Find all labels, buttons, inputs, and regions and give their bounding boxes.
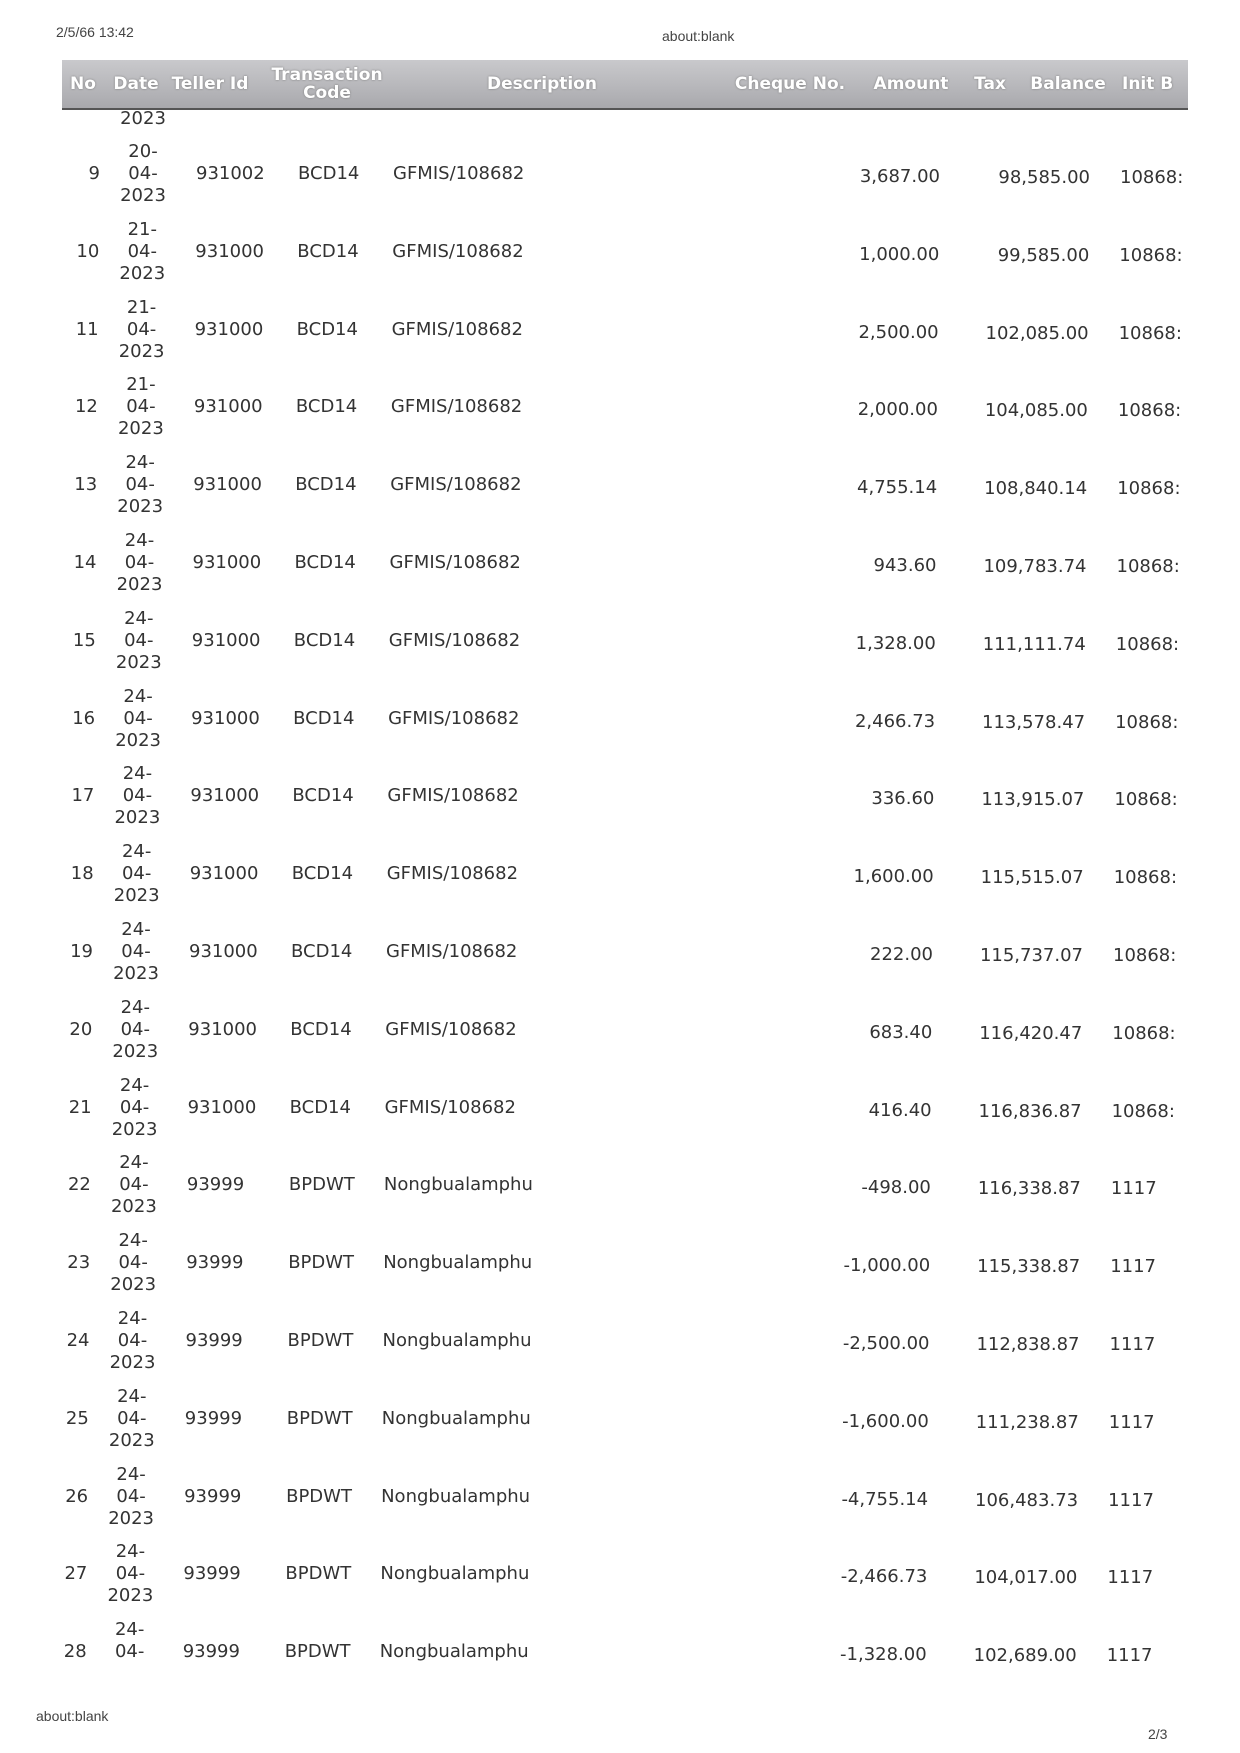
row-date: 24- 04- 2023 <box>113 841 160 907</box>
row-init-balance: 1117 <box>1106 1645 1153 1667</box>
row-balance: 109,783.74 <box>983 556 1087 577</box>
row-teller-id: 931000 <box>188 1018 258 1040</box>
row-amount: 943.60 <box>873 555 937 576</box>
row-date: 24- 04- 2023 <box>114 763 161 829</box>
row-init-balance: 10868: <box>1118 322 1182 344</box>
carryover-date-fragment: 2023 <box>120 108 166 129</box>
row-no: 18 <box>70 863 94 885</box>
row-amount: 2,500.00 <box>858 321 939 343</box>
row-teller-id: 931000 <box>194 318 264 340</box>
row-balance: 108,840.14 <box>984 478 1088 500</box>
row-date: 24- 04- 2023 <box>116 530 163 595</box>
row-init-balance: 10868: <box>1112 1022 1176 1044</box>
row-transaction-code: BCD14 <box>296 318 358 340</box>
row-teller-id: 93999 <box>184 1485 242 1507</box>
row-no: 25 <box>65 1407 89 1429</box>
row-balance: 111,238.87 <box>975 1411 1079 1433</box>
row-teller-id: 931000 <box>193 474 262 496</box>
row-no: 26 <box>65 1485 89 1507</box>
row-amount: 1,328.00 <box>855 632 936 654</box>
row-amount: 683.40 <box>869 1021 933 1043</box>
row-teller-id: 931000 <box>193 396 263 418</box>
row-teller-id: 93999 <box>185 1330 243 1351</box>
page-url-title: about:blank <box>662 28 735 44</box>
row-date: 20- 04- 2023 <box>120 141 166 206</box>
row-date: 24- 04- 2023 <box>109 1308 156 1373</box>
row-amount: -1,000.00 <box>843 1255 931 1277</box>
row-no: 14 <box>73 552 97 573</box>
column-header-balance: Balance <box>1030 74 1106 94</box>
row-amount: 4,755.14 <box>857 477 938 499</box>
row-description: GFMIS/108682 <box>384 1096 516 1118</box>
row-init-balance: 10868: <box>1117 478 1181 500</box>
row-transaction-code: BPDWT <box>286 1485 352 1507</box>
row-no: 20 <box>69 1018 93 1040</box>
row-amount: 416.40 <box>868 1099 932 1121</box>
row-date: 24- 04- 2023 <box>117 452 164 518</box>
column-header-description: Description <box>487 74 597 94</box>
row-balance: 104,085.00 <box>984 400 1088 422</box>
row-init-balance: 1117 <box>1110 1178 1157 1200</box>
row-transaction-code: BCD14 <box>291 941 353 962</box>
row-description: GFMIS/108682 <box>385 1018 517 1040</box>
row-no: 23 <box>67 1252 91 1274</box>
row-init-balance: 1117 <box>1108 1489 1154 1511</box>
row-amount: 1,600.00 <box>853 866 934 888</box>
row-teller-id: 93999 <box>186 1174 245 1196</box>
row-description: Nongbualamphu <box>381 1407 531 1429</box>
print-timestamp: 2/5/66 13:42 <box>56 24 134 40</box>
page-number: 2/3 <box>1148 1726 1168 1742</box>
row-no: 17 <box>71 785 95 807</box>
row-balance: 112,838.87 <box>976 1334 1080 1355</box>
row-amount: 336.60 <box>871 788 935 810</box>
row-teller-id: 931000 <box>195 240 265 262</box>
row-date: 21- 04- 2023 <box>117 374 164 440</box>
row-transaction-code: BCD14 <box>295 474 357 496</box>
row-date: 24- 04- 2023 <box>111 1074 158 1140</box>
row-init-balance: 1117 <box>1110 1256 1156 1278</box>
column-header-amount: Amount <box>873 74 949 94</box>
row-transaction-code: BPDWT <box>288 1252 355 1274</box>
row-date: 24- 04- 2023 <box>108 1385 155 1451</box>
row-balance: 98,585.00 <box>998 167 1090 188</box>
row-amount: -1,328.00 <box>840 1644 927 1666</box>
row-balance: 116,836.87 <box>978 1100 1082 1122</box>
row-date: 24- 04- 2023 <box>115 607 162 673</box>
row-balance: 115,515.07 <box>980 867 1084 889</box>
row-init-balance: 10868: <box>1119 244 1183 266</box>
row-no: 28 <box>63 1641 87 1663</box>
row-no: 16 <box>72 707 96 729</box>
row-init-balance: 10868: <box>1115 711 1179 733</box>
row-balance: 104,017.00 <box>974 1567 1078 1589</box>
row-amount: -4,755.14 <box>841 1488 929 1510</box>
row-init-balance: 1117 <box>1108 1411 1155 1433</box>
row-amount: 2,000.00 <box>857 399 938 421</box>
row-init-balance: 1117 <box>1109 1334 1156 1355</box>
column-header-transaction-code: Transaction Code <box>271 65 383 103</box>
column-header-no: No <box>70 74 96 94</box>
row-teller-id: 93999 <box>183 1563 241 1585</box>
row-teller-id: 931000 <box>189 863 259 885</box>
row-teller-id: 931000 <box>191 707 260 729</box>
row-balance: 99,585.00 <box>997 244 1090 266</box>
row-transaction-code: BPDWT <box>287 1330 354 1351</box>
row-date: 21- 04- 2023 <box>119 218 166 284</box>
row-balance: 115,338.87 <box>977 1256 1081 1278</box>
row-init-balance: 1117 <box>1107 1567 1154 1589</box>
row-teller-id: 931000 <box>191 629 261 651</box>
row-transaction-code: BCD14 <box>292 785 354 807</box>
row-transaction-code: BPDWT <box>286 1407 353 1429</box>
row-teller-id: 931002 <box>196 163 265 184</box>
row-description: GFMIS/108682 <box>387 785 519 807</box>
row-init-balance: 10868: <box>1114 789 1178 811</box>
row-date: 24- 04- <box>114 1619 145 1663</box>
row-balance: 106,483.73 <box>975 1489 1079 1511</box>
row-teller-id: 93999 <box>186 1252 244 1274</box>
row-date: 24- 04- 2023 <box>112 996 159 1062</box>
row-init-balance: 10868: <box>1111 1100 1175 1122</box>
row-balance: 115,737.07 <box>979 945 1083 966</box>
row-amount: 1,000.00 <box>859 243 940 265</box>
row-no: 10 <box>76 240 100 262</box>
row-description: Nongbualamphu <box>382 1330 532 1351</box>
column-header-tax: Tax <box>974 74 1006 94</box>
row-no: 15 <box>72 629 96 651</box>
row-teller-id: 93999 <box>184 1407 243 1429</box>
row-no: 24 <box>66 1330 90 1351</box>
row-no: 9 <box>88 163 100 184</box>
column-header-date: Date <box>113 74 159 94</box>
row-init-balance: 10868: <box>1117 400 1182 422</box>
row-transaction-code: BCD14 <box>297 240 359 262</box>
row-balance: 111,111.74 <box>982 633 1086 655</box>
row-amount: -498.00 <box>861 1177 931 1199</box>
footer-url: about:blank <box>36 1708 109 1724</box>
row-no: 11 <box>75 318 99 340</box>
row-transaction-code: BCD14 <box>290 1018 352 1040</box>
row-teller-id: 931000 <box>190 785 260 807</box>
row-balance: 113,915.07 <box>981 789 1085 811</box>
row-teller-id: 93999 <box>182 1641 240 1663</box>
row-amount: -1,600.00 <box>842 1410 929 1432</box>
row-description: GFMIS/108682 <box>388 707 520 729</box>
row-no: 19 <box>70 941 93 962</box>
row-balance: 116,338.87 <box>977 1178 1081 1200</box>
row-no: 22 <box>67 1174 91 1196</box>
row-description: GFMIS/108682 <box>390 396 523 418</box>
row-init-balance: 10868: <box>1116 556 1180 577</box>
row-description: GFMIS/108682 <box>386 863 519 885</box>
row-description: Nongbualamphu <box>380 1563 530 1585</box>
row-transaction-code: BCD14 <box>298 163 360 184</box>
row-transaction-code: BCD14 <box>289 1096 351 1118</box>
row-date: 21- 04- 2023 <box>118 296 165 362</box>
row-date: 24- 04- 2023 <box>110 1152 157 1218</box>
column-header-init-balance: Init B <box>1122 74 1174 94</box>
row-description: GFMIS/108682 <box>390 474 522 496</box>
row-balance: 113,578.47 <box>982 711 1086 733</box>
row-transaction-code: BCD14 <box>291 863 354 885</box>
row-transaction-code: BCD14 <box>294 552 356 573</box>
row-date: 24- 04- 2023 <box>110 1230 157 1296</box>
row-init-balance: 10868: <box>1113 867 1178 889</box>
row-no: 12 <box>74 396 98 418</box>
row-description: Nongbualamphu <box>383 1174 533 1196</box>
row-amount: -2,500.00 <box>842 1333 930 1354</box>
row-balance: 116,420.47 <box>979 1022 1083 1044</box>
row-teller-id: 931000 <box>192 552 262 573</box>
row-description: GFMIS/108682 <box>393 163 525 184</box>
column-header-teller-id: Teller Id <box>171 74 249 94</box>
row-init-balance: 10868: <box>1120 167 1184 188</box>
row-init-balance: 10868: <box>1115 633 1180 655</box>
row-date: 24- 04- 2023 <box>113 919 159 984</box>
row-no: 21 <box>68 1096 92 1118</box>
row-amount: 2,466.73 <box>854 710 936 732</box>
row-date: 24- 04- 2023 <box>115 685 161 751</box>
row-description: GFMIS/108682 <box>388 629 521 651</box>
row-transaction-code: BCD14 <box>293 629 356 651</box>
row-description: GFMIS/108682 <box>392 240 524 262</box>
row-description: GFMIS/108682 <box>386 941 518 962</box>
row-description: Nongbualamphu <box>379 1641 529 1663</box>
row-amount: 3,687.00 <box>859 166 940 187</box>
row-amount: -2,466.73 <box>840 1566 928 1588</box>
row-init-balance: 10868: <box>1113 945 1177 966</box>
row-teller-id: 931000 <box>187 1096 257 1118</box>
row-no: 27 <box>64 1563 88 1585</box>
row-date: 24- 04- 2023 <box>108 1463 154 1529</box>
column-header-cheque-no: Cheque No. <box>734 74 846 94</box>
row-transaction-code: BCD14 <box>293 707 355 729</box>
row-balance: 102,689.00 <box>973 1645 1077 1667</box>
row-description: GFMIS/108682 <box>391 318 523 340</box>
row-description: Nongbualamphu <box>381 1485 531 1507</box>
row-amount: 222.00 <box>870 944 933 965</box>
row-teller-id: 931000 <box>189 941 258 962</box>
row-date: 24- 04- 2023 <box>107 1541 154 1607</box>
row-description: GFMIS/108682 <box>389 552 521 573</box>
row-description: Nongbualamphu <box>383 1252 533 1274</box>
row-transaction-code: BPDWT <box>285 1563 352 1585</box>
row-balance: 102,085.00 <box>985 322 1089 344</box>
row-transaction-code: BCD14 <box>295 396 358 418</box>
row-transaction-code: BPDWT <box>284 1641 351 1663</box>
row-transaction-code: BPDWT <box>288 1174 355 1196</box>
row-no: 13 <box>74 474 98 496</box>
